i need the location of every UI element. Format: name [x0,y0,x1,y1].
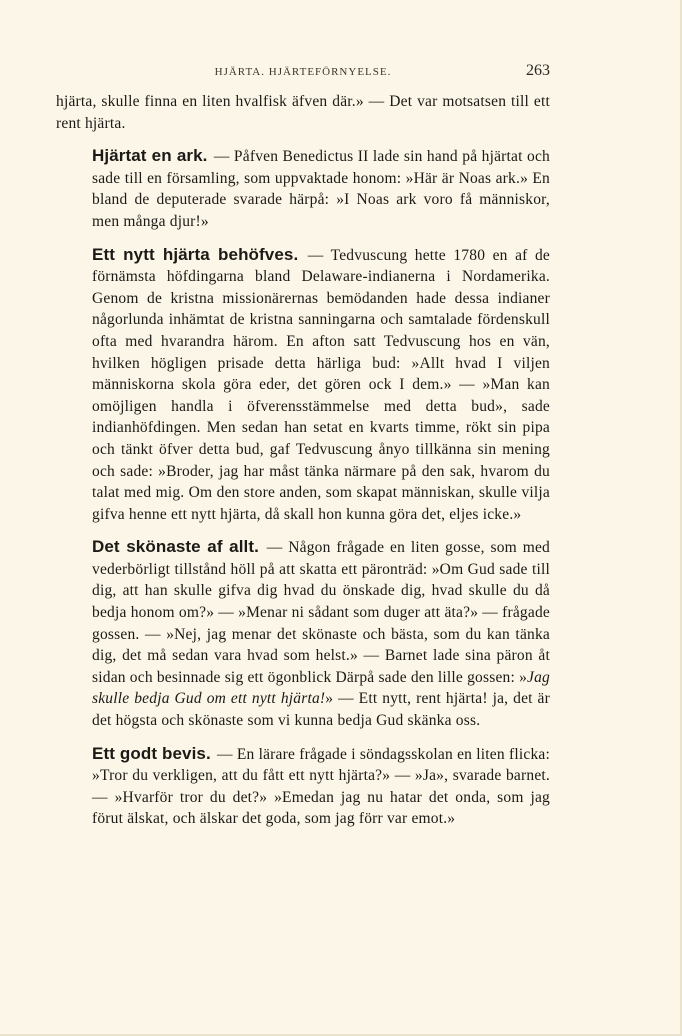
entry-heading: Det skönaste af allt. [92,537,259,557]
entry-heading: Ett godt bevis. [92,743,211,763]
paragraph-text: hjärta, skulle finna en liten hvalfisk äfven där.» — Det var motsatsen till ett rent hjärta. [56,93,550,132]
entry-text: — Påfven Benedictus II lade sin hand på hjärtat och sade till en församling, som uppvaktade honom: »Här är Noas ark.» En bland de deputerade svarade härpå: »I Noas ark voro få människor, men många djur!» [92,148,550,230]
entry-text: — En lärare frågade i söndagsskolan en liten flicka: »Tror du verkligen, att du fått ett nytt hjärta?» — »Ja», svarade barnet. — »Hvarför tror du det?» »Emedan jag nu hatar det onda, som jag förut älskat, och älskar det goda, som jag förr var emot.» [92,745,550,828]
entry-text: — Tedvuscung hette 1780 en af de förnämsta höfdingarna bland Delaware-indianerna i Nordamerika. Genom de kristna missionärernas bemödanden hade dessa indianer någorlunda inhämtat de kristna sanningarna och samtalade fördenskull ofta med hvarandra härom. En afton satt Tedvuscung hos en vän, hvilken högligen prisade detta härliga bud: »Allt hvad I viljen människorna skola göra eder, det gören ock I dem.» — »Man kan omöjligen handla i öfverensstämmelse med detta bud», sade indianhöfdingen. Men sedan han setat en kvarts timme, rökt sin pipa och tänkt öfver detta bud, gaf Tedvuscung ånyo tillkänna sin mening och sade: »Broder, jag har måst tänka närmare på den sak, hvarom du talat med mig. Om den store anden, som skapat människan, skulle vilja gifva henne ett nytt hjärta, då skall hon kunna göra det, eljes icke.» [92,246,551,523]
entry-heading: Ett nytt hjärta behöfves. [92,244,299,264]
body-text [56,91,550,830]
entry-det-skonaste [56,536,550,731]
entry-italic-quote: Jag skulle bedja Gud om ett nytt hjärta! [92,668,550,708]
page-number: 263 [526,62,550,79]
entry-hjartat-en-ark [56,145,550,232]
entry-text-end: » — Ett nytt, rent hjärta! ja, det är det högsta och skönaste som vi kunna bedja Gud skänka oss. [92,690,550,730]
entry-ett-nytt-hjarta [56,244,550,526]
running-head [56,62,550,82]
entry-ett-godt-bevis [56,743,550,830]
running-title: HJÄRTA. HJÄRTEFÖRNYELSE. [214,66,392,78]
entry-heading: Hjärtat en ark. [92,146,208,166]
paragraph-continuation [56,91,550,134]
entry-text: — Någon frågade en liten gosse, som med vederbörligt tillstånd höll på att skatta ett päronträd: »Om Gud sade till dig, att han skulle gifva dig hvad du önskade dig, hvad skulle du då bedja honom om?» — »Menar ni sådant som duger att äta?» — frågade gossen. — »Nej, jag menar det skönaste och bästa, som du kan tänka dig, det må sedan vara hvad som helst.» — Barnet lade sina päron åt sidan och besinnade sig ett ögonblick Därpå sade den lille gossen: » [92,539,551,686]
